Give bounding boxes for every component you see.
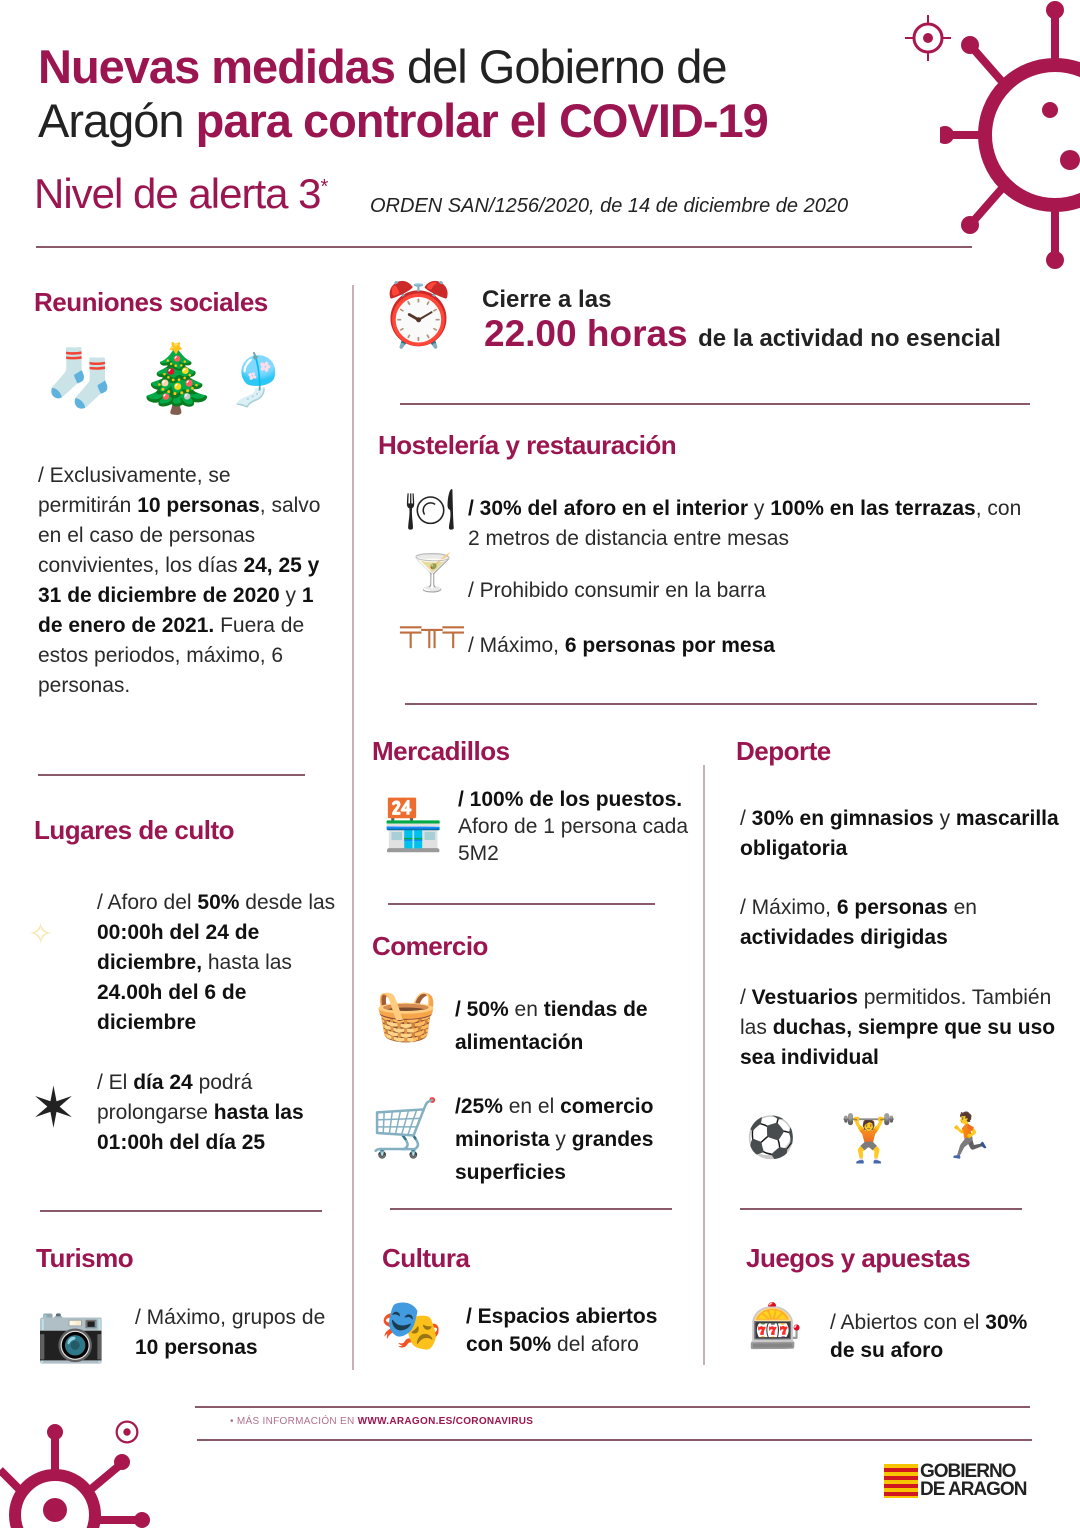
text-segment: 10 personas [137, 494, 260, 517]
section-title-turismo: Turismo [36, 1243, 134, 1273]
hosteleria-text-1 [468, 494, 1038, 554]
virus-decoration-icon [940, 0, 1080, 270]
alert-level [34, 170, 327, 218]
logo-line2: DE ARAGON [920, 1479, 1027, 1500]
logo-line1: GOBIERNO [920, 1461, 1016, 1482]
text-segment: / Prohibido consumir en la barra [468, 579, 766, 602]
cultura-text [466, 1303, 696, 1359]
text-segment: / 100% de los puestos. [458, 788, 683, 811]
text-segment: 1 de enero de 2021. [38, 584, 314, 637]
text-segment: grandes superficies [455, 1128, 654, 1184]
virus-small-bottom-icon [110, 1415, 144, 1449]
text-segment: 30% en gimnasios [751, 807, 934, 830]
text-segment: / Abiertos con el [830, 1311, 986, 1334]
deporte-text-3 [740, 983, 1060, 1073]
divider [195, 1406, 1030, 1408]
text-segment: 100% en las terrazas [770, 497, 976, 520]
divider [703, 765, 705, 1365]
text-segment: 24, 25 y 31 de diciembre de 2020 [38, 554, 320, 607]
text-segment: comercio minorista [455, 1095, 654, 1151]
closing-line2: de la actividad no esencial [698, 325, 1001, 352]
shopping-cart-icon: 🛒 [370, 1096, 440, 1159]
title-part: del Gobierno de [394, 40, 727, 93]
text-segment: / [740, 807, 752, 830]
text-segment: permitidos. También las [740, 986, 1052, 1039]
alert-level-text: Nivel de alerta 3 [34, 170, 321, 217]
camera-icon: 📷 [36, 1301, 106, 1364]
table-chairs-icon: ╤╥╤ [400, 613, 464, 646]
text-segment: hasta las [202, 951, 292, 974]
text-segment: / Aforo del [97, 891, 198, 914]
text-segment: , con 2 metros de distancia entre mesas [468, 497, 1022, 550]
text-segment: / 30% del aforo en el interior [468, 497, 749, 520]
text-segment: / 50% [455, 998, 509, 1021]
text-segment: 24.00h del 6 de diciembre [97, 981, 247, 1034]
hosteleria-text-2 [468, 576, 1028, 606]
runner-icon: 🏃 [940, 1112, 995, 1161]
christmas-tree-icon: 🎄 [135, 341, 218, 415]
more-info-link[interactable]: WWW.ARAGON.ES/CORONAVIRUS [357, 1416, 534, 1427]
deporte-text-2 [740, 893, 1060, 953]
text-segment: del aforo [551, 1333, 639, 1356]
text-segment: tiendas de alimentación [455, 998, 648, 1054]
market-stall-icon: 🏪 [382, 797, 445, 853]
culto-text-2 [97, 1068, 337, 1158]
text-segment: y [933, 807, 956, 830]
text-segment: 00:00h del 24 de diciembre, [97, 921, 260, 974]
closing-hour: 22.00 horas [484, 313, 688, 354]
aragon-flag-icon [884, 1464, 918, 1498]
divider [38, 774, 305, 776]
cocktail-icon: 🍸 [410, 552, 455, 593]
more-info: • MÁS INFORMACIÓN EN WWW.ARAGON.ES/CORONAVIRUS [230, 1416, 534, 1427]
text-segment: Vestuarios [751, 986, 858, 1009]
title-part: para controlar el COVID-19 [195, 94, 768, 147]
text-segment: 10 personas [135, 1336, 258, 1359]
section-title-deporte: Deporte [736, 736, 831, 766]
alarm-clock-icon: ⏰ [380, 281, 458, 350]
section-title-reuniones: Reuniones sociales [34, 287, 268, 317]
text-segment: 6 personas [836, 896, 948, 919]
text-segment: 6 personas por mesa [564, 634, 775, 657]
title-part: Aragón [38, 94, 196, 147]
text-segment: / [740, 986, 752, 1009]
culto-text-1 [97, 888, 345, 1038]
text-segment: y [279, 584, 302, 607]
text-segment: / Exclusivamente, se permitirán [38, 464, 231, 517]
weightlifter-icon: 🏋 [840, 1112, 898, 1164]
closing-line1: Cierre a las [482, 286, 612, 313]
stocking-icon: 🧦 [45, 346, 115, 409]
title-part: Nuevas medidas [38, 40, 395, 93]
juegos-text [830, 1309, 1030, 1365]
text-segment: 30% de su aforo [830, 1311, 1028, 1362]
section-title-culto: Lugares de culto [34, 815, 235, 845]
text-segment: /25% [455, 1095, 503, 1118]
poker-chips-icon: 🎰 [748, 1302, 803, 1351]
text-segment: 50% [197, 891, 240, 914]
theatre-masks-icon: 🎭 [380, 1297, 443, 1353]
soccer-ball-icon: ⚽ [746, 1116, 796, 1160]
text-segment: y [748, 497, 771, 520]
section-title-mercadillos: Mercadillos [372, 736, 510, 766]
section-title-hosteleria: Hostelería y restauración [378, 430, 677, 460]
text-segment: día 24 [133, 1071, 193, 1094]
mercadillos-text [458, 786, 688, 867]
alert-level-mark: * [320, 176, 328, 198]
turismo-text [135, 1303, 335, 1363]
comercio-text-2 [455, 1090, 695, 1189]
candle-glow-icon: ✧ [28, 918, 54, 951]
divider [740, 1208, 1022, 1210]
text-segment: podrá prolongarse [97, 1071, 253, 1124]
grocery-basket-icon: 🧺 [375, 987, 438, 1043]
divider [388, 903, 655, 905]
cloche-icon: 🍽 [405, 488, 456, 532]
closing-time [484, 313, 1001, 355]
text-segment: , salvo en el caso de personas convivientes, los días [38, 494, 321, 577]
divider [197, 1439, 1032, 1441]
text-segment: desde las [239, 891, 336, 914]
deporte-text-1 [740, 804, 1060, 864]
text-segment: / Máximo, [740, 896, 837, 919]
reuniones-text [38, 461, 328, 701]
hosteleria-text-3 [468, 631, 1028, 661]
order-reference: ORDEN SAN/1256/2020, de 14 de diciembre de 2020 [370, 195, 849, 217]
section-title-cultura: Cultura [382, 1243, 470, 1273]
section-title-comercio: Comercio [372, 931, 488, 961]
text-segment: Fuera de estos periodos, máximo, 6 personas. [38, 614, 305, 697]
divider [405, 703, 1037, 705]
comercio-text-1 [455, 993, 695, 1059]
more-info-prefix: MÁS INFORMACIÓN EN [236, 1416, 358, 1427]
star-icon: ✶ [30, 1076, 77, 1139]
text-segment: hasta las 01:00h del día 25 [97, 1101, 304, 1154]
text-segment: duchas, siempre que su uso sea individual [740, 1016, 1056, 1069]
gobierno-aragon-logo [884, 1463, 1026, 1499]
text-segment: y [549, 1128, 572, 1151]
divider [400, 403, 1030, 405]
text-segment: Aforo de 1 persona cada 5M2 [458, 815, 688, 865]
text-segment: en [947, 896, 977, 919]
ornaments-icon: 🎐 [225, 352, 288, 408]
text-segment: / Máximo, [468, 634, 565, 657]
divider [36, 246, 972, 248]
divider [40, 1210, 322, 1212]
text-segment: / Máximo, grupos de [135, 1306, 326, 1329]
text-segment: / El [97, 1071, 134, 1094]
text-segment: en el [502, 1095, 561, 1118]
text-segment: actividades dirigidas [740, 926, 948, 949]
section-title-juegos: Juegos y apuestas [746, 1243, 971, 1273]
text-segment: / Espacios abiertos con 50% [466, 1305, 658, 1356]
page-title [38, 40, 918, 148]
divider [390, 1208, 672, 1210]
text-segment: mascarilla obligatoria [740, 807, 1059, 860]
divider [352, 285, 354, 1370]
text-segment: en [508, 998, 544, 1021]
